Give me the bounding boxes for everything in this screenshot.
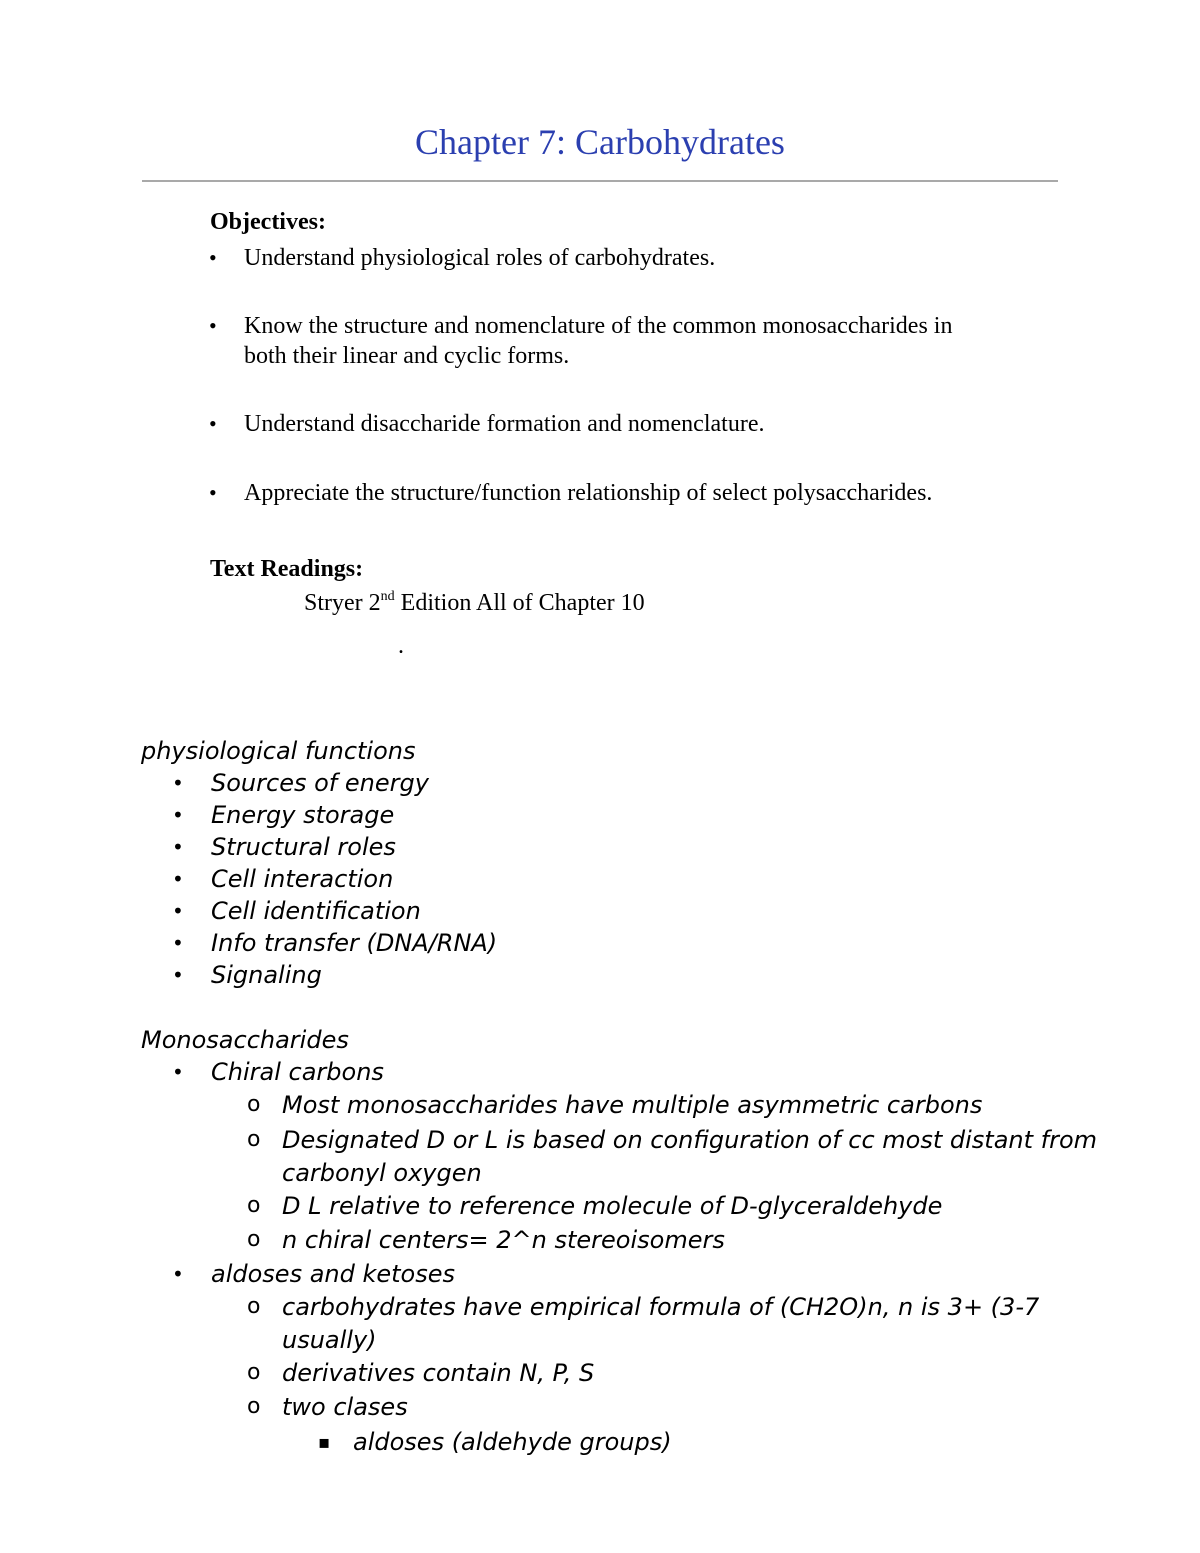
objective-item-3: Understand disaccharide formation and nomenclature. (244, 411, 765, 437)
reading-reference (304, 588, 645, 618)
monosaccharides-heading: Monosaccharides (141, 1026, 349, 1054)
objective-bullet: • (209, 245, 217, 270)
physiological-item: Energy storage (211, 801, 395, 829)
bullet-dot: • (172, 899, 184, 923)
aldoses-sub-item-continued: usually) (282, 1326, 377, 1354)
chapter-title: Chapter 7: Carbohydrates (415, 122, 785, 162)
aldoses-sub-item: carbohydrates have empirical formula of (CH2O)n, n is 3+ (3-7 (282, 1293, 1040, 1321)
physiological-item: Signaling (211, 961, 322, 989)
bullet-circle: o (247, 1294, 261, 1319)
physiological-heading: physiological functions (141, 737, 416, 765)
aldoses-sub-item: derivatives contain N, P, S (282, 1359, 595, 1387)
bullet-circle: o (247, 1394, 261, 1419)
bullet-circle: o (247, 1092, 261, 1117)
bullet-circle: o (247, 1193, 261, 1218)
reading-text-start: Stryer 2 (304, 590, 381, 616)
bullet-dot: • (172, 1262, 184, 1286)
objective-item-2-continued: both their linear and cyclic forms. (244, 343, 570, 369)
objective-item-4: Appreciate the structure/function relationship of select polysaccharides. (244, 480, 933, 506)
objectives-heading: Objectives: (210, 209, 326, 235)
objective-item-2: Know the structure and nomenclature of the common monosaccharides in (244, 313, 953, 339)
bullet-dot: • (172, 803, 184, 827)
objective-item-1: Understand physiological roles of carbohydrates. (244, 245, 716, 271)
objective-bullet: • (209, 313, 217, 338)
objective-bullet: • (209, 411, 217, 436)
aldoses-subsub-item: aldoses (aldehyde groups) (353, 1428, 672, 1456)
physiological-item: Info transfer (DNA/RNA) (211, 929, 498, 957)
bullet-dot: • (172, 835, 184, 859)
chiral-sub-item: Designated D or L is based on configuration of cc most distant from (282, 1126, 1098, 1154)
chiral-sub-item: D L relative to reference molecule of D-glyceraldehyde (282, 1192, 943, 1220)
bullet-dot: • (172, 1060, 184, 1084)
aldoses-ketoses-item: aldoses and ketoses (211, 1260, 456, 1288)
objective-bullet: • (209, 480, 217, 505)
title-divider (142, 180, 1058, 182)
bullet-circle: o (247, 1360, 261, 1385)
bullet-dot: • (172, 867, 184, 891)
bullet-dot: • (172, 963, 184, 987)
chiral-sub-item-continued: carbonyl oxygen (282, 1159, 482, 1187)
bullet-circle: o (247, 1227, 261, 1252)
bullet-dot: • (172, 931, 184, 955)
stray-mark: . (398, 633, 404, 659)
bullet-square: ▪ (318, 1432, 331, 1453)
bullet-circle: o (247, 1127, 261, 1152)
reading-text-end: Edition All of Chapter 10 (394, 590, 645, 616)
physiological-item: Sources of energy (211, 769, 429, 797)
chiral-carbons-item: Chiral carbons (211, 1058, 384, 1086)
readings-heading: Text Readings: (210, 556, 364, 582)
physiological-item: Cell identification (211, 897, 421, 925)
reading-superscript: nd (380, 589, 395, 604)
chiral-sub-item: Most monosaccharides have multiple asymmetric carbons (282, 1091, 983, 1119)
chiral-sub-item: n chiral centers= 2^n stereoisomers (282, 1226, 725, 1254)
aldoses-sub-item: two clases (282, 1393, 408, 1421)
physiological-item: Structural roles (211, 833, 396, 861)
physiological-item: Cell interaction (211, 865, 394, 893)
bullet-dot: • (172, 771, 184, 795)
